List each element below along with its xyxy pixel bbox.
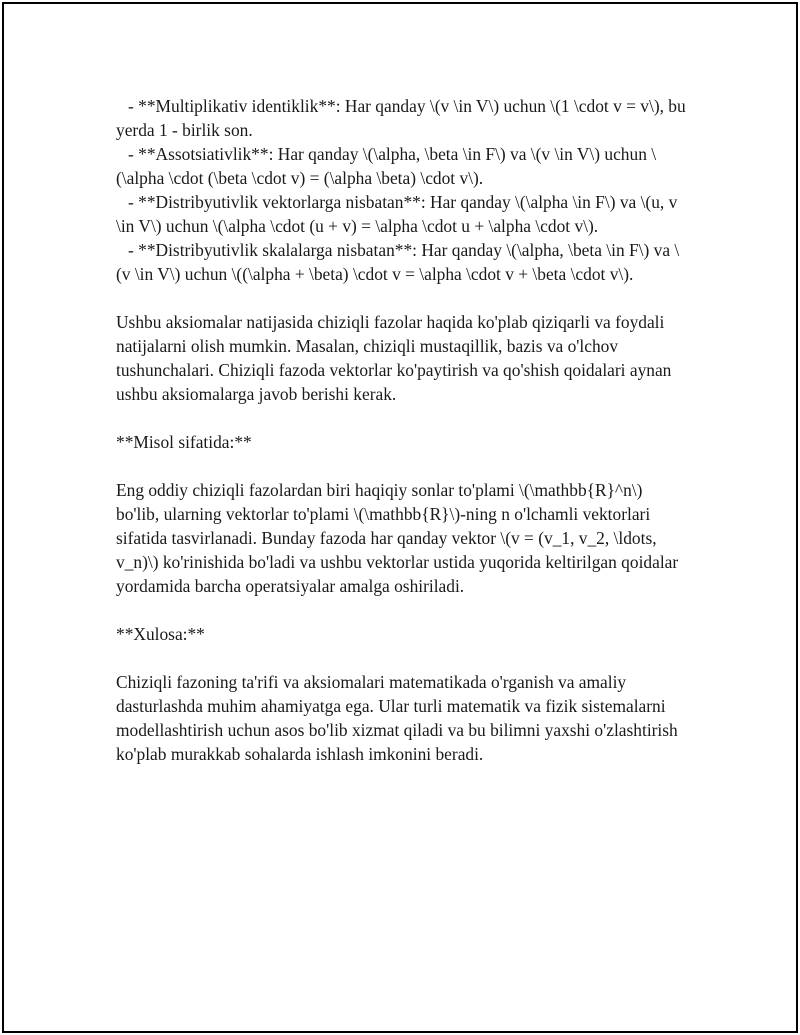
document-body xyxy=(116,94,686,766)
paragraph-axioms-result: Ushbu aksiomalar natijasida chiziqli fazolar haqida ko'plab qiziqarli va foydali natijalarni olish mumkin. Masalan, chiziqli mustaqillik, bazis va o'lchov tushunchalari. Chiziqli fazoda vektorlar ko'paytirish va qo'shish qoidalari aynan ushbu aksiomalarga javob berishi kerak. xyxy=(116,312,672,404)
list-item: - **Distribyutivlik vektorlarga nisbatan**: Har qanday \(\alpha \in F\) va \(u, v \in V\) uchun \(\alpha \cdot (u + v) = \alpha \cdot u + \alpha \cdot v\). xyxy=(116,192,678,236)
paragraph-example: Eng oddiy chiziqli fazolardan biri haqiqiy sonlar to'plami \(\mathbb{R}^n\) bo'lib, ularning vektorlar to'plami \(\mathbb{R}\)-ning n o'lchamli vektorlari sifatida tasvirlanadi. Bunday fazoda har qanday vektor \(v = (v_1, v_2, \ldots, v_n)\) ko'rinishida bo'ladi va ushbu vektorlar ustida yuqorida keltirilgan qoidalar yordamida barcha operatsiyalar amalga oshiriladi. xyxy=(116,480,679,596)
paragraph-conclusion: Chiziqli fazoning ta'rifi va aksiomalari matematikada o'rganish va amaliy dasturlashda muhim ahamiyatga ega. Ular turli matematik va fizik sistemalarni modellashtirish uchun asos bo'lib xizmat qiladi va bu bilimni yaxshi o'zlashtirish ko'plab murakkab sohalarda ishlash imkonini beradi. xyxy=(116,672,678,764)
list-item: - **Distribyutivlik skalalarga nisbatan**: Har qanday \(\alpha, \beta \in F\) va \(v \in V\) uchun \((\alpha + \beta) \cdot v = \alpha \cdot v + \beta \cdot v\). xyxy=(116,240,680,284)
list-item: - **Multiplikativ identiklik**: Har qanday \(v \in V\) uchun \(1 \cdot v = v\), bu yerda 1 - birlik son. xyxy=(116,96,686,140)
heading-example: **Misol sifatida:** xyxy=(116,432,252,452)
axiom-list xyxy=(116,94,686,286)
heading-conclusion: **Xulosa:** xyxy=(116,624,205,644)
list-item: - **Assotsiativlik**: Har qanday \(\alpha, \beta \in F\) va \(v \in V\) uchun \(\alpha \cdot (\beta \cdot v) = (\alpha \beta) \cdot v\). xyxy=(116,144,657,188)
